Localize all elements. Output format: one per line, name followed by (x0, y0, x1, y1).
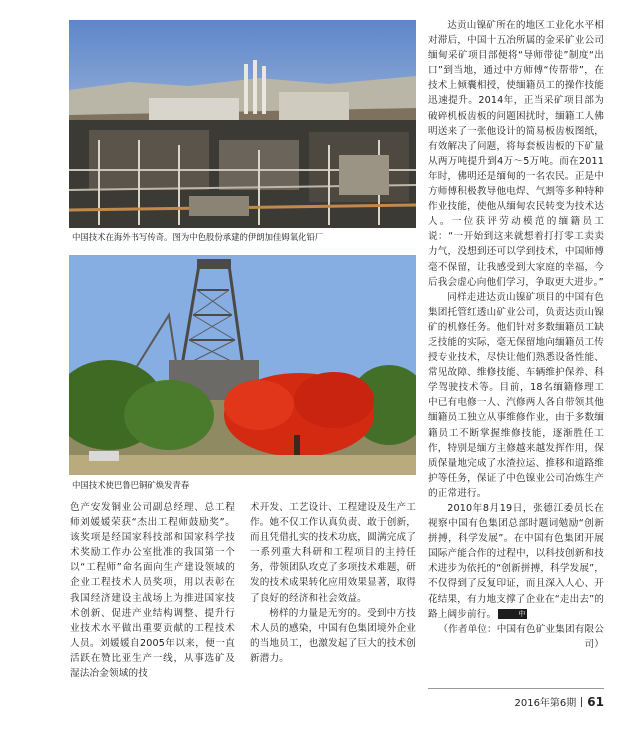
paragraph: 术开发、工艺设计、工程建设及生产工作。她不仅工作认真负责、敢于创新，而且凭借扎实的技术功底，圆满完成了一系列重大科研和工程项目的主持任务，带领团队攻克了多项技术难题，研发的技术成果转化应用效果显著，取得了良好的经济和社会效益。 (250, 502, 416, 604)
paragraph: 榜样的力量是无穷的。受到中方技术人员的感染，中国有色集团境外企业的当地员工，也激发起了巨大的技术创新潜力。 (250, 607, 416, 664)
page-footer (514, 694, 604, 709)
issue-label: 2016年第6期 (514, 698, 577, 709)
photo-caption: 中国技术使巴鲁巴铜矿焕发青春 (72, 480, 190, 490)
article-column-left (70, 500, 235, 681)
end-mark-icon: 中 (498, 609, 526, 619)
article-column-middle (250, 500, 416, 666)
page-number: 61 (587, 695, 604, 709)
paragraph: 达贡山镍矿所在的地区工业化水平相对滞后，中国十五冶所属的金采矿业公司缅甸采矿项目部便将“导师带徒”制度“出口”到当地，通过中方师傅“传帮带”，在技术上倾囊相授，使缅籍员工的操作技能迅速提升。2014年，正当采矿项目部为破碎机板齿板的问题困扰时，缅籍工人佛明送来了一张他设计的简易板齿板图纸，有效解决了问题，将每套板齿板的下矿量从两万吨提升到4万～5万吨。而在2011年时，佛明还是缅甸的一名农民。正是中方师傅积极教导他电焊、气割等多种特种作业技能，使他从缅甸农民转变为技术达人。一位获评劳动模范的缅籍员工说：“一开始到这来就想着打打零工卖卖力气，没想到还可以学到技术，中国师傅毫不保留，让我感受到大家庭的幸福，今后我会虚心向他们学习，争取更大进步。” (428, 20, 604, 288)
paragraph-text: 2010年8月19日，张德江委员长在视察中国有色集团总部时题词勉励“创新拼搏，科学发展”。在中国有色集团开展国际产能合作的过程中，以科技创新和技术进步为依托的“创新拼搏，科学发展”，不仅得到了反复印证，而且深入人心、开花结果，有力地支撑了企业在“走出去”的路上阔步前行。 (428, 503, 604, 620)
footer-separator (581, 697, 582, 707)
paragraph: 同样走进达贡山镍矿项目的中国有色集团托管红透山矿业公司，负责达贡山镍矿的机修任务。他们针对多数缅籍员工缺乏技能的实际，毫无保留地向缅籍员工传授专业技术，尽快让他们熟悉设备性能、常见故障、维修技能、车辆维护保养、科学驾驶技术等。目前，18名缅籍修理工中已有电修一人、汽修两人各自带领其他缅籍员工独立从事维修作业，由于多数缅籍员工不断掌握维修技能，逐渐胜任工作，特别是缅方主修越来越发挥作用，保质保量地完成了水渣拉运、推移和道路维护等任务，保证了中色镍业公司冶炼生产的正常进行。 (428, 291, 604, 499)
photo-caption: 中国技术在海外书写传奇。图为中色股份承建的伊朗加佳姆氧化铅厂 (72, 232, 324, 242)
article-column-right (428, 18, 604, 652)
paragraph (428, 501, 604, 622)
photo-oxide-lead-plant (69, 20, 416, 228)
paragraph: 色产安发铜业公司副总经理、总工程师刘媛媛荣获“杰出工程师鼓励奖”。该奖项是经国家科技部和国家科学技术奖励工作办公室批准的我国第一个以“工程师”命名面向生产建设领域的企业工程技术人员奖项，用以表彰在我国经济建设主战场上为推进国家技术创新、促进产业结构调整、提升行业技术水平做出重要贡献的工程技术人员。刘媛媛自2005年以来，便一直活跃在赞比亚生产一线，从事选矿及湿法冶金领域的技 (70, 502, 235, 680)
author-affiliation: （作者单位：中国有色矿业集团有限公司） (438, 623, 604, 650)
footer-divider (428, 688, 604, 689)
photo-baluba-copper-mine (69, 255, 416, 475)
